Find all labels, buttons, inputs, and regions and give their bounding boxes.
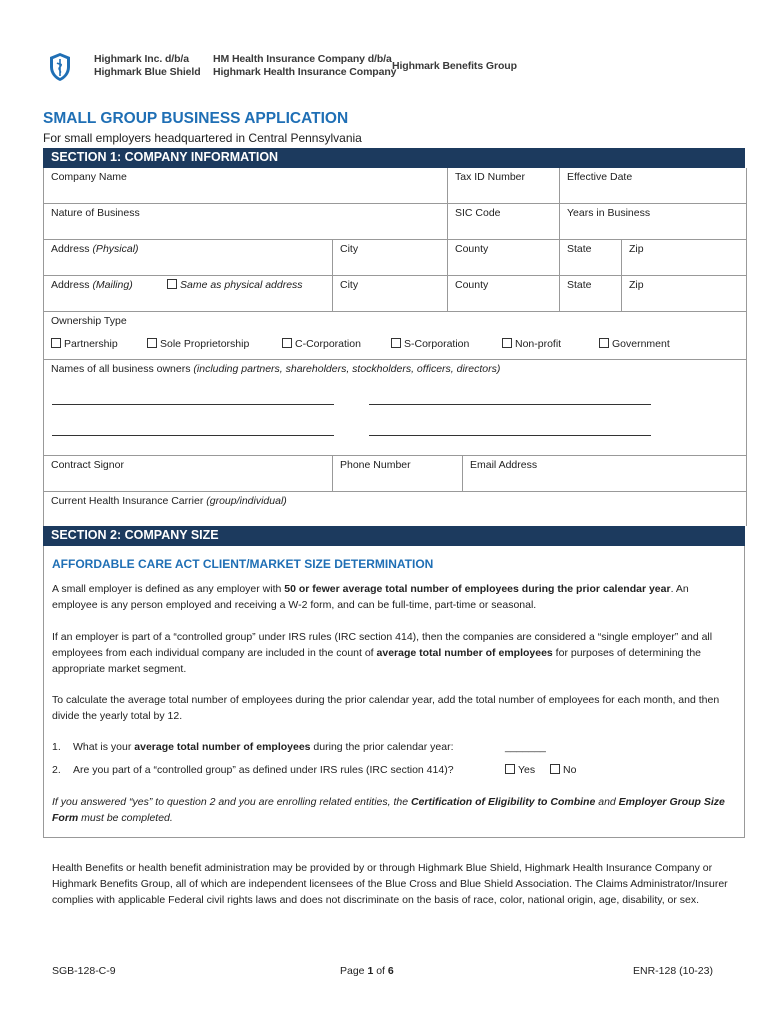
row-ownership (44, 312, 746, 360)
section1-title: SECTION 1: COMPANY INFORMATION (51, 150, 279, 164)
note-text-end: must be completed. (78, 812, 173, 824)
option-label: Government (612, 338, 670, 350)
org1-line1: Highmark Inc. d/b/a (94, 53, 189, 65)
checkbox-icon (505, 764, 515, 774)
nature-of-business-field[interactable] (44, 204, 447, 239)
email-address-label: Email Address (470, 459, 538, 471)
row-address-physical (44, 240, 746, 276)
section1-header (43, 148, 745, 168)
q2-no-checkbox[interactable] (550, 762, 576, 778)
q1-answer-field[interactable]: _______ (505, 741, 546, 753)
company-name-label: Company Name (51, 171, 127, 183)
company-size-section (43, 546, 745, 838)
note-bold-form1: Certification of Eligibility to Combine (410, 796, 596, 808)
form-code-left: SGB-128-C-9 (52, 965, 116, 977)
ownership-type-field (44, 312, 746, 359)
q2-text: Are you part of a “controlled group” as defined under IRS rules (IRC section 414)? (73, 764, 454, 776)
option-label: Partnership (64, 338, 118, 350)
option-label: Sole Proprietorship (160, 338, 250, 350)
nature-of-business-label: Nature of Business (51, 207, 140, 219)
org1-name (94, 53, 201, 79)
tax-id-field[interactable] (447, 168, 559, 203)
page-total: 6 (387, 965, 394, 977)
org3-name: Highmark Benefits Group (392, 60, 517, 72)
zip-label: Zip (629, 243, 644, 255)
contract-signor-label: Contract Signor (51, 459, 124, 471)
form-code-right: ENR-128 (10-23) (633, 965, 713, 977)
tax-id-label: Tax ID Number (455, 171, 526, 183)
page-title: SMALL GROUP BUSINESS APPLICATION (43, 110, 349, 127)
same-as-physical-checkbox[interactable] (167, 279, 303, 291)
p2-text: If an employer is part of a “controlled group” under IRS rules (IRC section 414), then the companies are considered a “single employer” and all employees from each individual company are included in the count of (52, 631, 713, 659)
p2-text-end: for purposes of determining the appropriate market segment. (52, 647, 702, 675)
no-label: No (563, 764, 577, 776)
note-bold-form2: Employer Group Size Form (52, 796, 725, 824)
checkbox-icon (167, 279, 177, 289)
owner-line-2[interactable] (369, 404, 651, 405)
address-physical-qualifier: (Physical) (92, 243, 139, 255)
q1-number: 1. (52, 741, 61, 753)
org1-line2: Highmark Blue Shield (94, 66, 201, 78)
row-signor (44, 456, 746, 492)
address-label: Address (51, 279, 93, 291)
checkbox-icon (391, 338, 401, 348)
ownership-s-corporation[interactable] (391, 338, 469, 350)
phone-number-field[interactable] (332, 456, 462, 491)
option-label: S-Corporation (404, 338, 470, 350)
q2-yes-checkbox[interactable] (505, 762, 535, 778)
row-company (44, 168, 746, 204)
note-and: and (595, 796, 619, 808)
ownership-government[interactable] (599, 338, 670, 350)
zip-mailing-field[interactable] (621, 276, 746, 311)
carrier-label: Current Health Insurance Carrier (51, 495, 207, 507)
ownership-c-corporation[interactable] (282, 338, 361, 350)
page-subtitle: For small employers headquartered in Central Pennsylvania (43, 131, 362, 145)
state-physical-field[interactable] (559, 240, 621, 275)
ownership-partnership[interactable] (51, 338, 118, 350)
effective-date-field[interactable] (559, 168, 746, 203)
contract-signor-field[interactable] (44, 456, 332, 491)
page-label: Page (340, 965, 368, 977)
city-physical-field[interactable] (332, 240, 447, 275)
blue-shield-logo (49, 52, 71, 82)
sic-code-field[interactable] (447, 204, 559, 239)
checkbox-icon (147, 338, 157, 348)
company-name-field[interactable] (44, 168, 447, 203)
page-number (340, 965, 394, 977)
owners-label-qualifier: (including partners, shareholders, stockholders, officers, directors) (193, 363, 501, 375)
yes-label: Yes (518, 764, 536, 776)
paragraph-calculation: To calculate the average total number of employees during the prior calendar year, add the total number of employees for each month, and then divide the yearly total by 12. (52, 694, 720, 722)
org2-line1: HM Health Insurance Company d/b/a (213, 53, 392, 65)
question-2 (52, 762, 732, 778)
county-label: County (455, 243, 489, 255)
owner-line-3[interactable] (52, 435, 334, 436)
checkbox-icon (550, 764, 560, 774)
state-label: State (567, 279, 592, 291)
option-label: Non-profit (515, 338, 562, 350)
address-mailing-qualifier: (Mailing) (92, 279, 133, 291)
ownership-type-label: Ownership Type (51, 315, 127, 327)
checkbox-icon (502, 338, 512, 348)
enrollment-note (52, 794, 732, 826)
p1-text: A small employer is defined as any employer with (52, 583, 285, 595)
carrier-field[interactable] (44, 492, 746, 526)
phone-number-label: Phone Number (340, 459, 411, 471)
state-mailing-field[interactable] (559, 276, 621, 311)
company-info-table (43, 168, 747, 526)
q1-text-end: during the prior calendar year: (310, 741, 454, 753)
option-label: C-Corporation (295, 338, 361, 350)
owner-line-4[interactable] (369, 435, 651, 436)
effective-date-label: Effective Date (567, 171, 633, 183)
email-address-field[interactable] (462, 456, 746, 491)
aca-heading: AFFORDABLE CARE ACT CLIENT/MARKET SIZE DETERMINATION (52, 557, 434, 571)
sic-code-label: SIC Code (455, 207, 501, 219)
owner-line-1[interactable] (52, 404, 334, 405)
ownership-non-profit[interactable] (502, 338, 561, 350)
section2-title: SECTION 2: COMPANY SIZE (51, 528, 219, 542)
org2-name (213, 53, 396, 79)
checkbox-icon (599, 338, 609, 348)
ownership-sole-proprietorship[interactable] (147, 338, 249, 350)
address-mailing-field[interactable] (44, 276, 332, 311)
q1-bold: average total number of employees (134, 741, 311, 753)
q1-text: What is your (73, 741, 135, 753)
page-current: 1 (367, 965, 374, 977)
question-1 (52, 739, 732, 755)
years-in-business-label: Years in Business (567, 207, 651, 219)
checkbox-icon (51, 338, 61, 348)
row-carrier (44, 492, 746, 526)
owners-label: Names of all business owners (51, 363, 194, 375)
row-owners (44, 360, 746, 456)
address-label: Address (51, 243, 93, 255)
city-label: City (340, 243, 359, 255)
p2-bold: average total number of employees (376, 647, 553, 659)
paragraph-controlled-group (52, 629, 732, 677)
state-label: State (567, 243, 592, 255)
section2-header (43, 526, 745, 546)
years-in-business-field[interactable] (559, 204, 746, 239)
row-address-mailing (44, 276, 746, 312)
city-mailing-field[interactable] (332, 276, 447, 311)
county-mailing-field[interactable] (447, 276, 559, 311)
disclaimer: Health Benefits or health benefit administration may be provided by or through Highmark Blue Shield, Highmark Health Insurance Company or Highmark Benefits Group, all of which are independent licensees of the Blue Cross and Blue Shield Association. The Claims Administrator/Insurer complies with applicable Federal civil rights laws and does not discriminate on the basis of race, color, national origin, age, disability, or sex. (52, 862, 728, 906)
zip-physical-field[interactable] (621, 240, 746, 275)
city-label: City (340, 279, 359, 291)
paragraph-small-employer (52, 581, 732, 613)
note-text: If you answered “yes” to question 2 and you are enrolling related entities, the (52, 796, 411, 808)
page-of: of (373, 965, 388, 977)
same-as-physical-label: Same as physical address (180, 279, 303, 291)
checkbox-icon (282, 338, 292, 348)
owners-field (44, 360, 746, 455)
county-physical-field[interactable] (447, 240, 559, 275)
row-nature (44, 204, 746, 240)
zip-label: Zip (629, 279, 644, 291)
org2-line2: Highmark Health Insurance Company (213, 66, 397, 78)
p1-bold: 50 or fewer average total number of employees during the prior calendar year (284, 583, 671, 595)
address-physical-field[interactable] (44, 240, 332, 275)
p1-text-end: . An employee is any person employed and receiving a W-2 form, and can be full-time, part-time or seasonal. (52, 583, 689, 611)
q2-number: 2. (52, 764, 61, 776)
carrier-qualifier: (group/individual) (206, 495, 287, 507)
county-label: County (455, 279, 489, 291)
